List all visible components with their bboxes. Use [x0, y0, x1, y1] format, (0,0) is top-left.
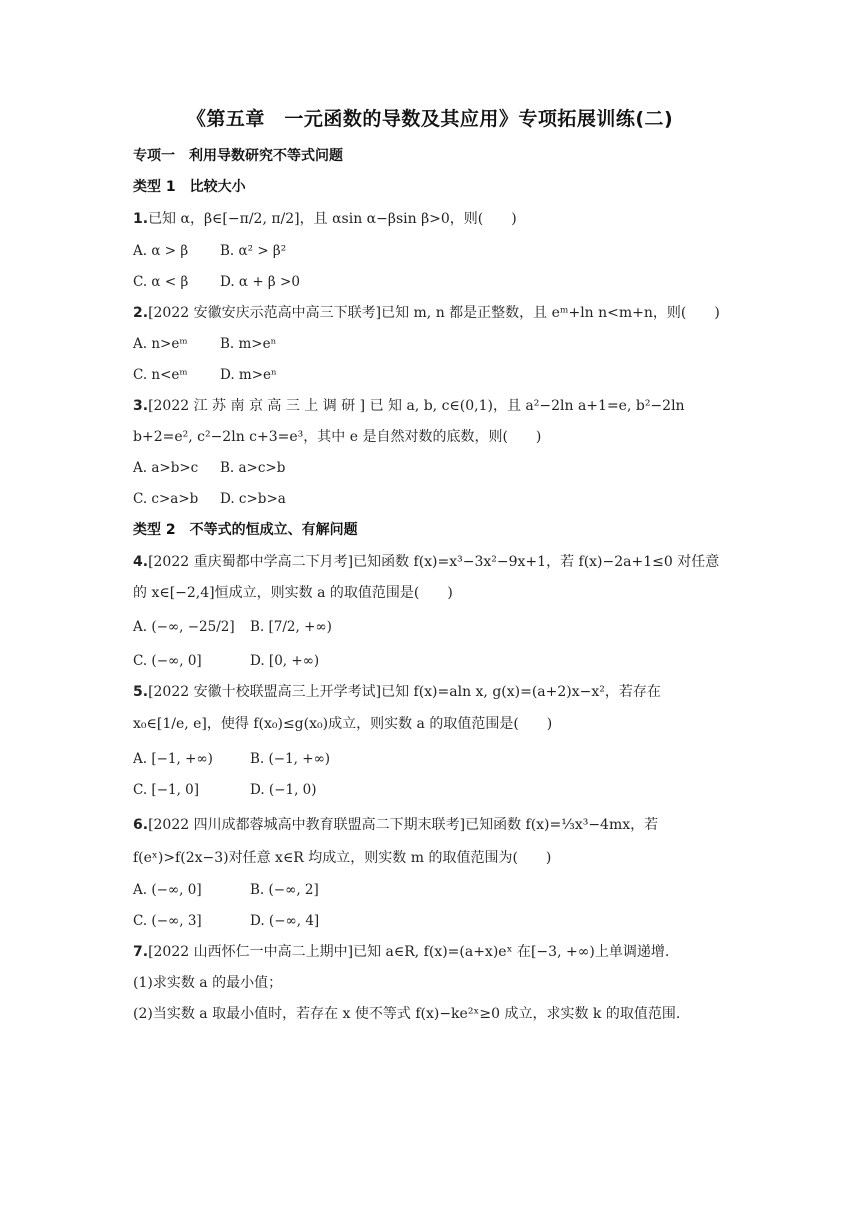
question-3-line-2: b+2=e², c²−2ln c+3=e³，其中 e 是自然对数的底数，则( )	[133, 429, 542, 445]
question-2	[133, 303, 720, 323]
question-7	[133, 942, 669, 962]
question-6-line-1	[133, 815, 658, 835]
question-5-line-1	[133, 682, 661, 702]
question-text: [2022 四川成都蓉城高中教育联盟高二下期末联考]已知函数 f(x)=⅓x³−4mx，若	[148, 817, 659, 833]
option-b: B. m>eⁿ	[220, 336, 277, 352]
question-4-line-1	[133, 552, 719, 572]
question-number: 5.	[133, 684, 149, 700]
option-b: B. (−∞, 2]	[250, 882, 319, 898]
question-text: 已知 α，β∈[−π/2, π/2]，且 αsin α−βsin β>0，则( )	[148, 211, 517, 227]
type-heading-1: 类型 1 比较大小	[133, 179, 246, 195]
option-b: B. [7/2, +∞)	[250, 619, 332, 635]
option-b: B. a>c>b	[220, 460, 286, 476]
question-text: [2022 山西怀仁一中高二上期中]已知 a∈R, f(x)=(a+x)eˣ 在[−3, +∞)上单调递增.	[148, 944, 670, 960]
option-d: D. (−∞, 4]	[250, 913, 320, 929]
question-number: 7.	[133, 944, 149, 960]
question-text: [2022 江 苏 南 京 高 三 上 调 研 ] 已 知 a, b, c∈(0,1)，且 a²−2ln a+1=e, b²−2ln	[148, 398, 685, 414]
question-1	[133, 209, 517, 229]
option-c: C. α < β	[133, 274, 189, 290]
option-a: A. [−1, +∞)	[133, 751, 213, 767]
question-number: 6.	[133, 817, 149, 833]
option-d: D. c>b>a	[220, 491, 286, 507]
question-text: [2022 安徽安庆示范高中高三下联考]已知 m, n 都是正整数，且 eᵐ+ln n<m+n，则( )	[148, 305, 720, 321]
question-text: [2022 安徽十校联盟高三上开学考试]已知 f(x)=aln x, g(x)=(a+2)x−x²，若存在	[148, 684, 661, 700]
option-a: A. α > β	[133, 243, 189, 259]
question-7-part-2: (2)当实数 a 取最小值时，若存在 x 使不等式 f(x)−ke²ˣ≥0 成立，求实数 k 的取值范围.	[133, 1006, 681, 1022]
question-5-line-2: x₀∈[1/e, e]，使得 f(x₀)≤g(x₀)成立，则实数 a 的取值范围是( )	[133, 716, 553, 732]
option-d: D. m>eⁿ	[220, 367, 277, 383]
question-text: [2022 重庆蜀都中学高二下月考]已知函数 f(x)=x³−3x²−9x+1，若 f(x)−2a+1≤0 对任意	[148, 554, 720, 570]
question-7-part-1: (1)求实数 a 的最小值；	[133, 975, 283, 991]
question-number: 2.	[133, 305, 149, 321]
question-4-line-2: 的 x∈[−2,4]恒成立，则实数 a 的取值范围是( )	[133, 585, 453, 601]
option-c: C. (−∞, 3]	[133, 913, 202, 929]
option-d: D. α + β >0	[220, 274, 300, 290]
type-heading-2: 类型 2 不等式的恒成立、有解问题	[133, 522, 358, 538]
question-number: 1.	[133, 211, 149, 227]
question-3-line-1	[133, 396, 685, 416]
option-d: D. [0, +∞)	[250, 653, 320, 669]
option-b: B. (−1, +∞)	[250, 751, 331, 767]
option-a: A. (−∞, −25/2]	[133, 619, 235, 635]
question-6-line-2: f(eˣ)>f(2x−3)对任意 x∈R 均成立，则实数 m 的取值范围为( )	[133, 850, 552, 866]
option-a: A. (−∞, 0]	[133, 882, 202, 898]
section-heading: 专项一 利用导数研究不等式问题	[133, 148, 343, 164]
option-d: D. (−1, 0)	[250, 782, 317, 798]
question-number: 3.	[133, 398, 149, 414]
question-number: 4.	[133, 554, 149, 570]
option-a: A. n>eᵐ	[133, 336, 188, 352]
option-b: B. α² > β²	[220, 243, 287, 259]
page-title: 《第五章 一元函数的导数及其应用》专项拓展训练(二)	[186, 108, 674, 130]
option-c: C. n<eᵐ	[133, 367, 188, 383]
option-a: A. a>b>c	[133, 460, 199, 476]
option-c: C. c>a>b	[133, 491, 199, 507]
option-c: C. (−∞, 0]	[133, 653, 202, 669]
option-c: C. [−1, 0]	[133, 782, 200, 798]
